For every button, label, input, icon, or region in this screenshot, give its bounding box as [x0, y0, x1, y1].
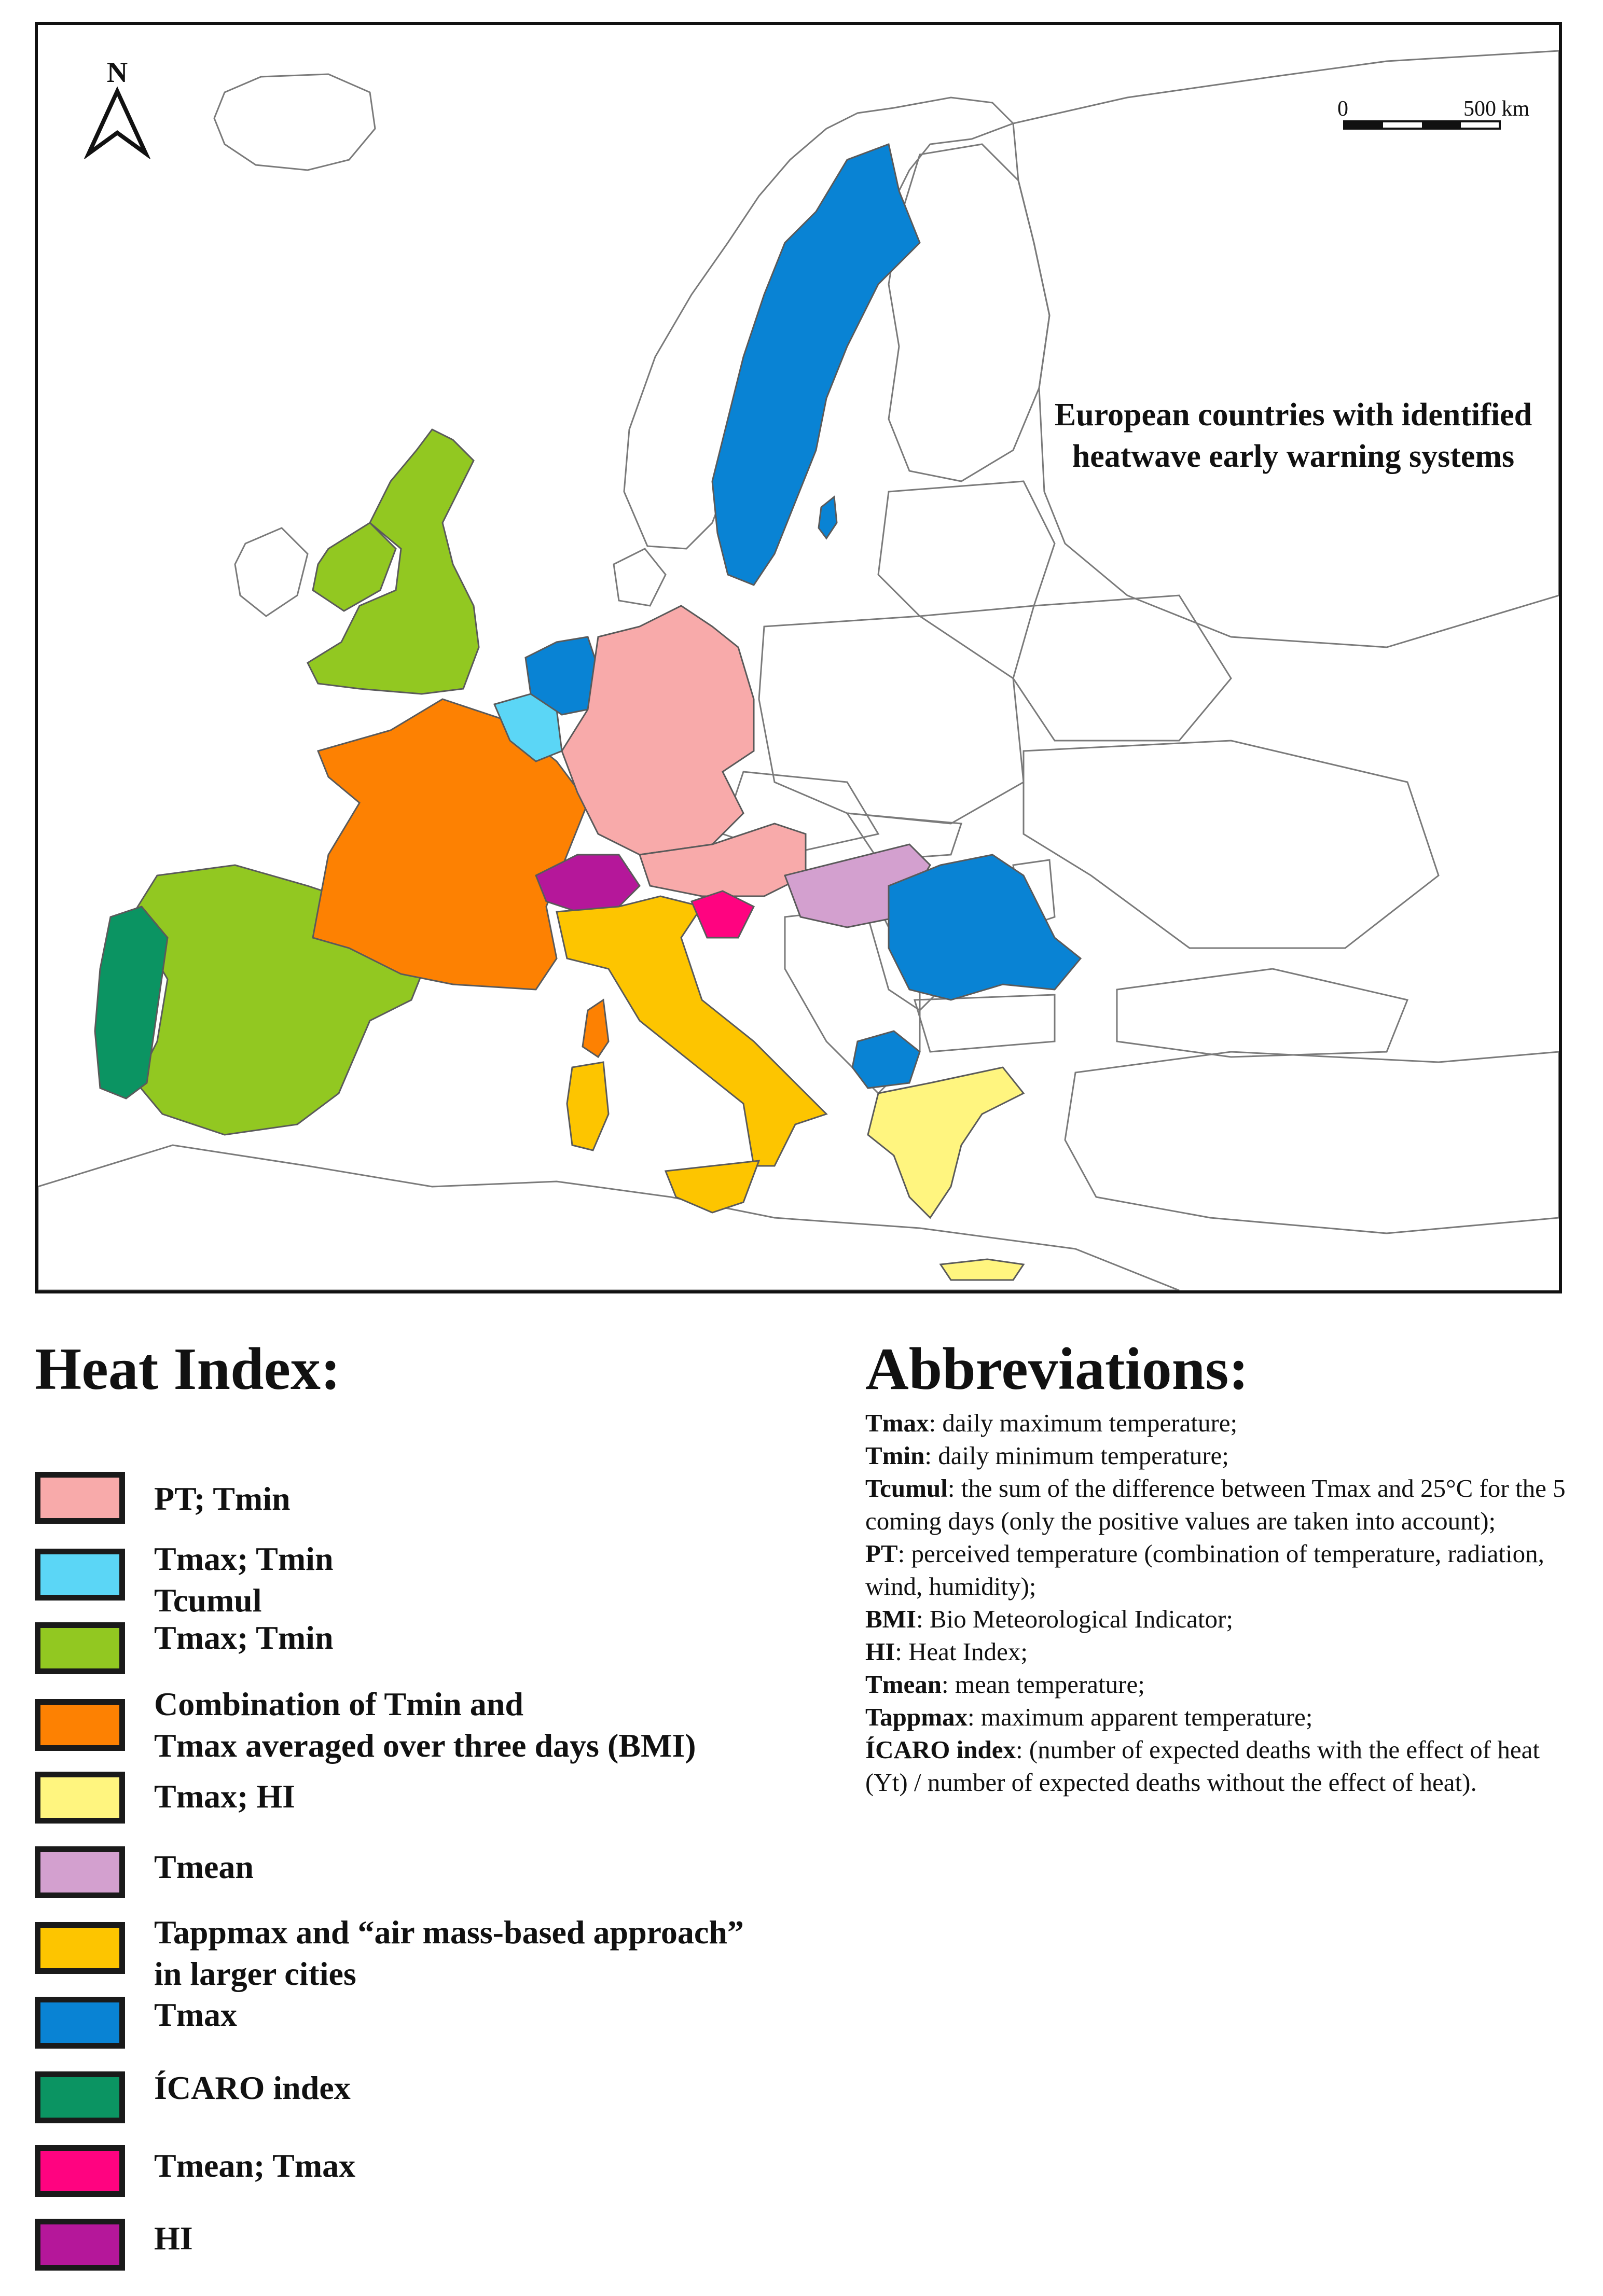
abbreviation-definition: : daily minimum temperature; — [924, 1441, 1229, 1470]
abbreviation-item — [865, 1733, 1581, 1799]
abbreviation-term: Tappmax — [865, 1703, 968, 1731]
crete-shape — [941, 1259, 1024, 1280]
abbreviation-item — [865, 1635, 1581, 1668]
abbreviation-definition: : perceived temperature (combination of temperature, radiation, wind, humidity); — [865, 1539, 1544, 1601]
legend-swatch — [35, 2219, 125, 2271]
highlighted-countries — [95, 144, 1081, 1280]
legend-label: HI — [154, 2220, 193, 2257]
abbreviation-item — [865, 1439, 1581, 1472]
legend-swatch — [35, 1846, 125, 1898]
scale-zero-label: 0 — [1337, 97, 1348, 121]
legend-label: Tmean — [154, 1848, 254, 1885]
north-arrow-icon — [84, 55, 151, 159]
abbreviation-term: ÍCARO index — [865, 1735, 1016, 1764]
abbreviation-definition: : mean temperature; — [942, 1670, 1145, 1699]
legend-label: Combination of Tmin and Tmax averaged over three days (BMI) — [154, 1686, 696, 1764]
abbreviation-definition: : Heat Index; — [895, 1637, 1028, 1666]
slovenia-shape — [692, 891, 754, 938]
legend-swatch — [35, 1699, 125, 1751]
abbreviation-item — [865, 1472, 1581, 1537]
abbreviation-term: Tmin — [865, 1441, 925, 1470]
sweden-shape — [712, 144, 920, 585]
abbreviation-definition: : Bio Meteorological Indicator; — [916, 1605, 1233, 1633]
gotland-shape — [819, 497, 837, 538]
black-sea-outline — [1117, 969, 1407, 1057]
legend-label: Tmax; HI — [154, 1778, 295, 1815]
legend-label: PT; Tmin — [154, 1480, 291, 1517]
legend — [35, 1472, 844, 2281]
abbreviation-item — [865, 1407, 1581, 1439]
legend-swatch — [35, 1622, 125, 1674]
bulgaria-outline — [915, 995, 1055, 1052]
ukraine-outline — [1024, 741, 1439, 948]
legend-swatch — [35, 2071, 125, 2123]
ireland-outline — [235, 528, 308, 616]
map-title — [1013, 394, 1562, 477]
legend-label: Tmax; Tmin — [154, 1619, 334, 1656]
abbreviation-item — [865, 1603, 1581, 1635]
abbreviation-term: PT — [865, 1539, 898, 1568]
scale-distance-label: 500 km — [1463, 97, 1530, 121]
poland-outline — [759, 616, 1024, 824]
greece-shape — [868, 1067, 1024, 1218]
legend-swatch — [35, 1922, 125, 1974]
legend-label: Tappmax and “air mass-based approach” in larger cities — [154, 1914, 744, 1992]
abbreviation-definition: : (number of expected deaths with the effect of heat (Yt) / number of expected deaths without the effect of heat). — [865, 1735, 1540, 1797]
sardinia-shape — [567, 1062, 609, 1150]
europe-map — [38, 25, 1559, 1290]
belarus-outline — [1013, 595, 1231, 741]
legend-label: Tmean; Tmax — [154, 2147, 356, 2184]
map-title-line2: heatwave early warning systems — [1072, 439, 1515, 474]
legend-swatch — [35, 2145, 125, 2197]
denmark-outline — [614, 549, 666, 606]
legend-heading: Heat Index: — [35, 1336, 341, 1402]
north-label: N — [106, 57, 128, 89]
legend-swatch — [35, 1997, 125, 2049]
abbreviations-heading: Abbreviations: — [865, 1336, 1249, 1402]
legend-label: Tmax; Tmin Tcumul — [154, 1540, 334, 1619]
baltics-outline — [878, 481, 1055, 616]
sicily-shape — [666, 1161, 759, 1213]
legend-label: Tmax — [154, 1996, 237, 2033]
abbreviations-list — [865, 1407, 1581, 1799]
abbreviation-term: Tmax — [865, 1409, 929, 1437]
abbreviation-term: Tmean — [865, 1670, 942, 1699]
turkey-outline — [1065, 1052, 1559, 1233]
russia-outline — [1013, 51, 1559, 647]
abbreviation-definition: : the sum of the difference between Tmax and 25°C for the 5 coming days (only the positive values are taken into account); — [865, 1474, 1566, 1535]
abbreviation-item — [865, 1668, 1581, 1701]
abbreviation-definition: : daily maximum temperature; — [929, 1409, 1238, 1437]
abbreviation-item — [865, 1537, 1581, 1603]
abbreviation-term: Tcumul — [865, 1474, 948, 1502]
map-title-line1: European countries with identified — [1054, 397, 1532, 433]
legend-swatch — [35, 1772, 125, 1824]
legend-swatch — [35, 1472, 125, 1524]
abbreviation-definition: : maximum apparent temperature; — [968, 1703, 1313, 1731]
iceland-outline — [214, 74, 375, 170]
abbreviation-term: HI — [865, 1637, 895, 1666]
legend-swatch — [35, 1549, 125, 1601]
romania-shape — [889, 855, 1081, 1000]
north-macedonia-shape — [852, 1031, 920, 1088]
corsica-shape — [583, 1000, 609, 1057]
legend-label: ÍCARO index — [154, 2069, 351, 2106]
abbreviation-term: BMI — [865, 1605, 916, 1633]
map-frame — [35, 22, 1562, 1293]
abbreviation-item — [865, 1701, 1581, 1733]
